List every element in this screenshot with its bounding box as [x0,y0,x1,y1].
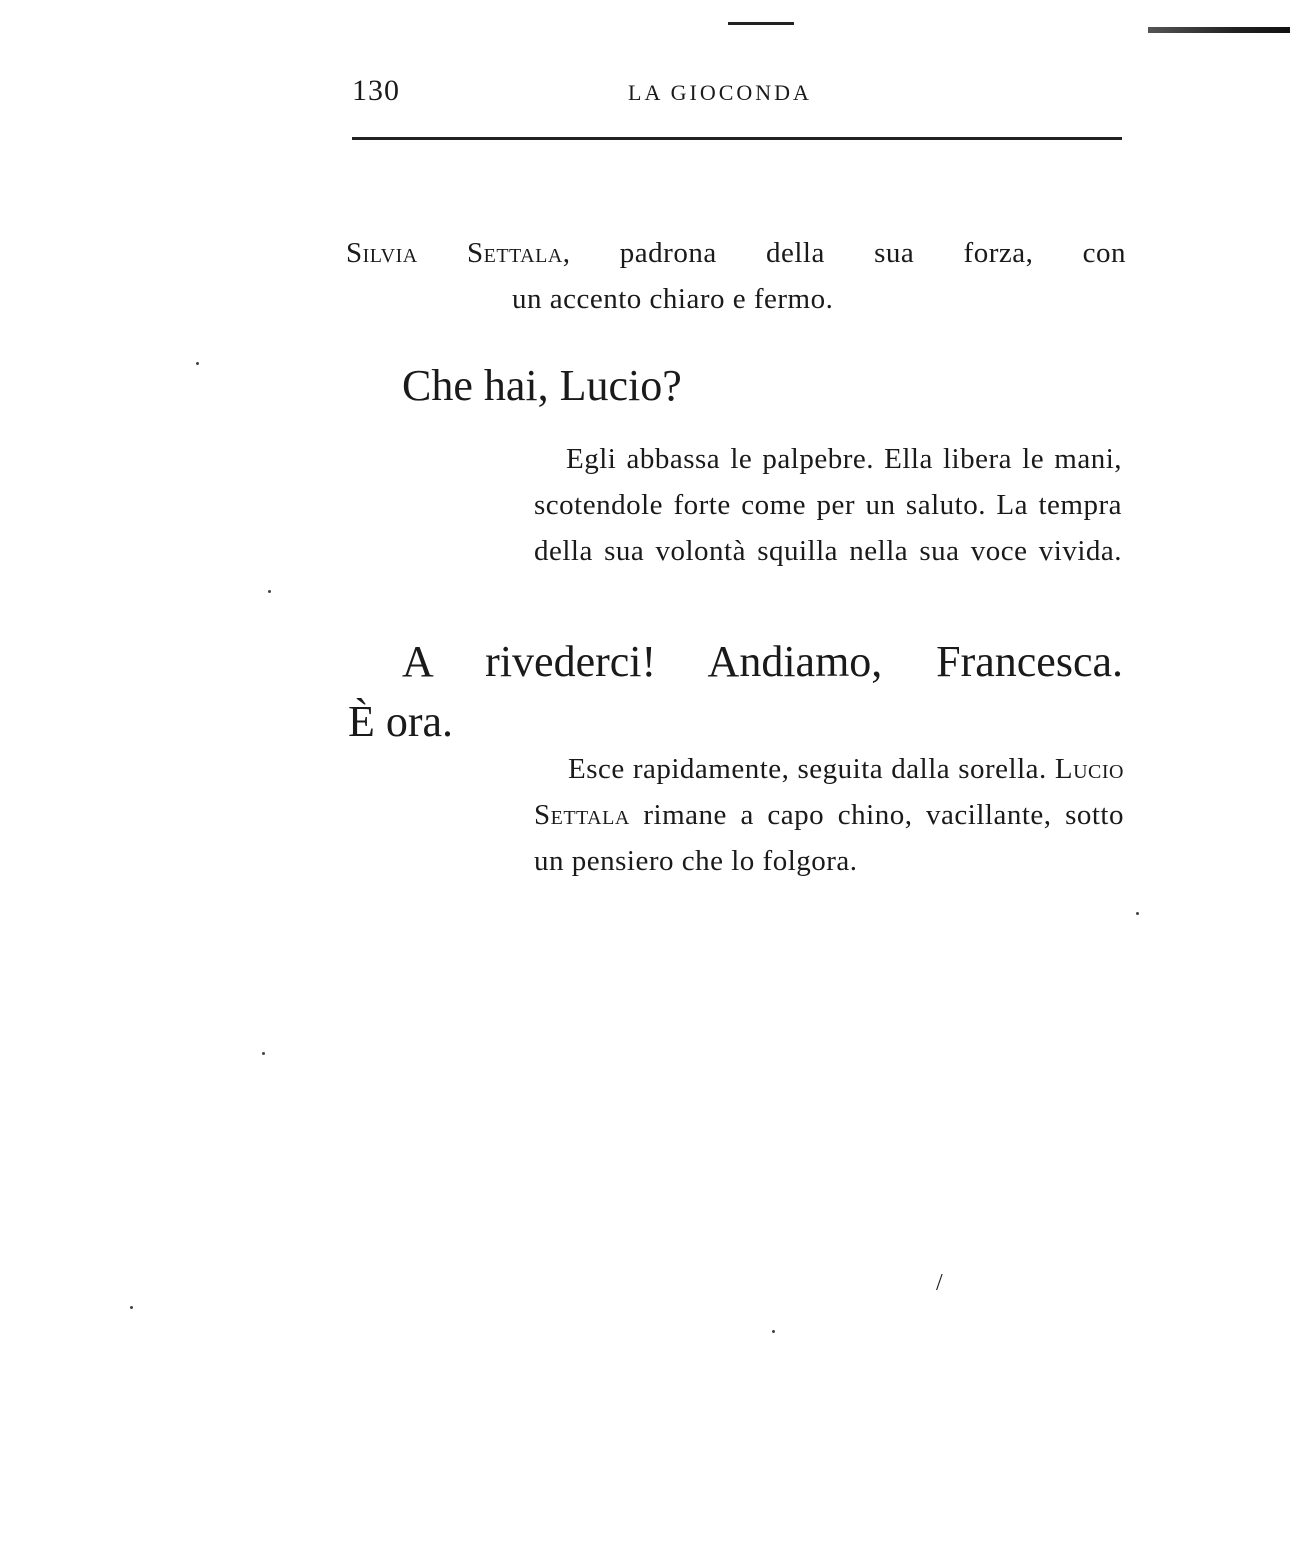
stage-direction-1-line2: un accento chiaro e fermo. [512,283,834,315]
stage-direction-2 [534,436,1122,574]
speck [196,362,199,365]
stage-direction-1 [346,230,1126,322]
book-title: LA GIOCONDA [628,80,812,105]
speck [268,590,271,593]
stage-direction-3-after: rimane a capo chino, vacillante, sotto un pensiero che lo folgora. [534,799,1124,877]
speck [1136,912,1139,915]
speech-2 [348,632,1123,752]
speck-slash: / [936,1270,943,1296]
speech-2-line1: A rivederci! Andiamo, Francesca. [402,637,1123,686]
speaker-name: Silvia Settala, [346,237,571,269]
stage-direction-1-line1 [346,230,1126,276]
header-rule [352,137,1122,140]
running-head [352,74,1122,114]
speech-2-line2: È ora. [348,697,454,746]
stage-direction-1-text: padrona della sua forza, con [570,237,1126,269]
speck [262,1052,265,1055]
scan-mark-right [1148,27,1290,33]
scan-mark-top [728,22,794,25]
speech-1: Che hai, Lucio? [402,361,682,410]
page-number: 130 [352,74,400,107]
stage-direction-3-before: Esce rapidamente, seguita dalla sorella. [568,753,1055,785]
stage-direction-2-text: Egli abbassa le palpebre. Ella libera le mani, scotendole forte come per un saluto. La tempra della sua volontà squilla nella sua voce vivida. [534,443,1122,567]
stage-direction-3 [534,746,1124,884]
stage-direction-3-text [534,746,1124,884]
character-name: Lucio Settala [534,753,1124,831]
speck [772,1330,775,1333]
speck [130,1306,133,1309]
